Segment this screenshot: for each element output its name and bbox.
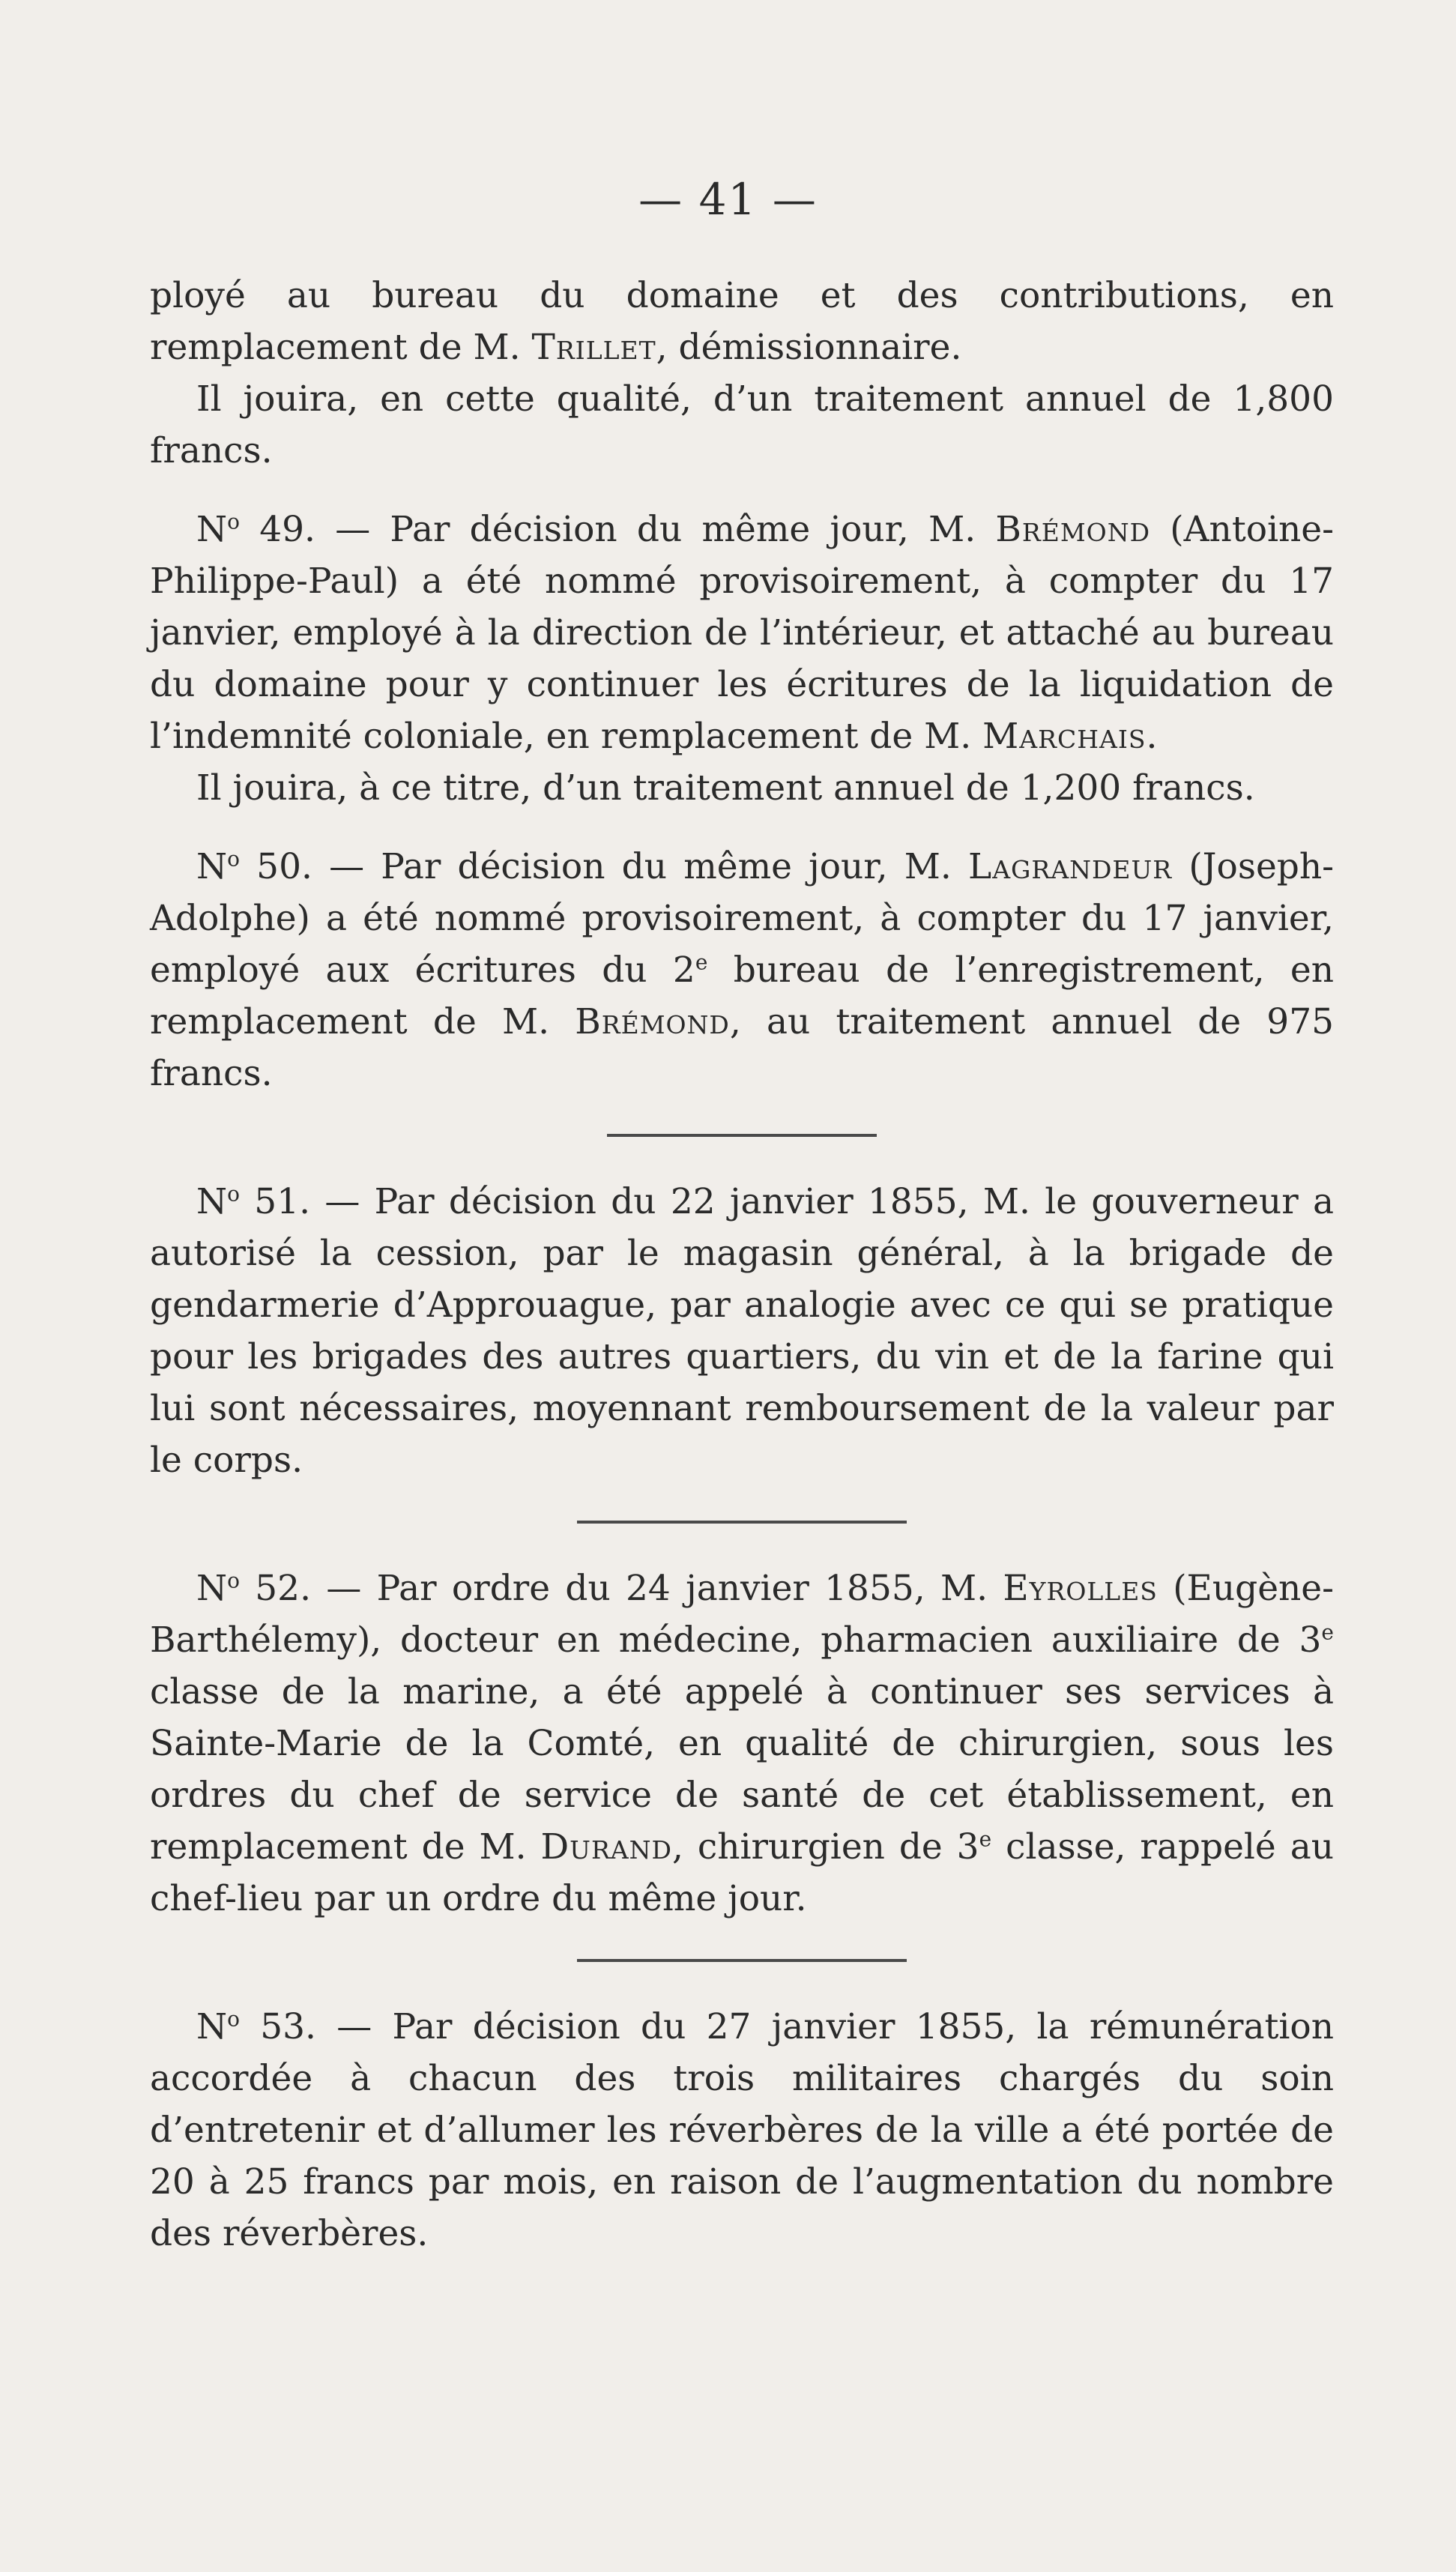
person-name: Eyrolles — [1003, 1568, 1158, 1609]
person-name: Trillet — [531, 327, 656, 368]
person-name: Brémond — [575, 1001, 730, 1042]
paragraph-continuation: ployé au bureau du domaine et des contributions, en remplacement de M. Trillet, démissionnaire. — [150, 275, 1334, 368]
paragraph-salary-2: Il jouira, à ce titre, d’un traitement annuel de 1,200 francs. — [196, 767, 1255, 809]
paragraph-salary: Il jouira, en cette qualité, d’un traitement annuel de 1,800 francs. — [150, 378, 1334, 471]
section-divider — [607, 1134, 877, 1137]
page-number: — 41 — — [638, 174, 818, 225]
paragraph-no-49: $N^o$ 49. — Par décision du même jour, M. Brémond (Antoine-Philippe-Paul) a été nommé provisoirement, à compter du 17 janvier, employé à la direction de l’intérieur, et attaché au bureau du domaine pour y continuer les écritures de la liquidation de l’indemnité coloniale, en remplacement de M. Marchais. — [150, 509, 1334, 757]
person-name: Brémond — [995, 509, 1151, 550]
person-name: Marchais — [982, 716, 1147, 757]
paragraph-no-51: $N^o$ 51. — Par décision du 22 janvier 1855, M. le gouverneur a autorisé la cession, par le magasin général, à la brigade de gendarmerie d’Approuague, par analogie avec ce qui se pratique pour les brigades des autres quartiers, du vin et de la farine qui lui sont nécessaires, moyennant remboursement de la valeur par le corps. — [150, 1181, 1334, 1481]
section-divider — [577, 1521, 907, 1524]
paragraph-no-52: $N^o$ 52. — Par ordre du 24 janvier 1855, M. Eyrolles (Eugène-Barthélemy), docteur en médecine, pharmacien auxiliaire de 3e classe de la marine, a été appelé à continuer ses services à Sainte-Marie de la Comté, en qualité de chirurgien, sous les ordres du chef de service de santé de cet établissement, en remplacement de M. Durand, chirurgien de 3e classe, rappelé au chef-lieu par un ordre du même jour. — [150, 1568, 1334, 1919]
paragraph-no-50: $N^o$ 50. — Par décision du même jour, M. Lagrandeur (Joseph-Adolphe) a été nommé provisoirement, à compter du 17 janvier, employé aux écritures du 2e bureau de l’enregistrement, en remplacement de M. Brémond, au traitement annuel de 975 francs. — [150, 846, 1334, 1094]
person-name: Lagrandeur — [967, 846, 1173, 887]
person-name: Durand — [540, 1826, 672, 1868]
paragraph-no-53: $N^o$ 53. — Par décision du 27 janvier 1855, la rémunération accordée à chacun des trois militaires chargés du soin d’entretenir et d’allumer les réverbères de la ville a été portée de 20 à 25 francs par mois, en raison de l’augmentation du nombre des réverbères. — [150, 2006, 1334, 2254]
section-divider — [577, 1959, 907, 1962]
body-text — [150, 270, 1334, 2259]
